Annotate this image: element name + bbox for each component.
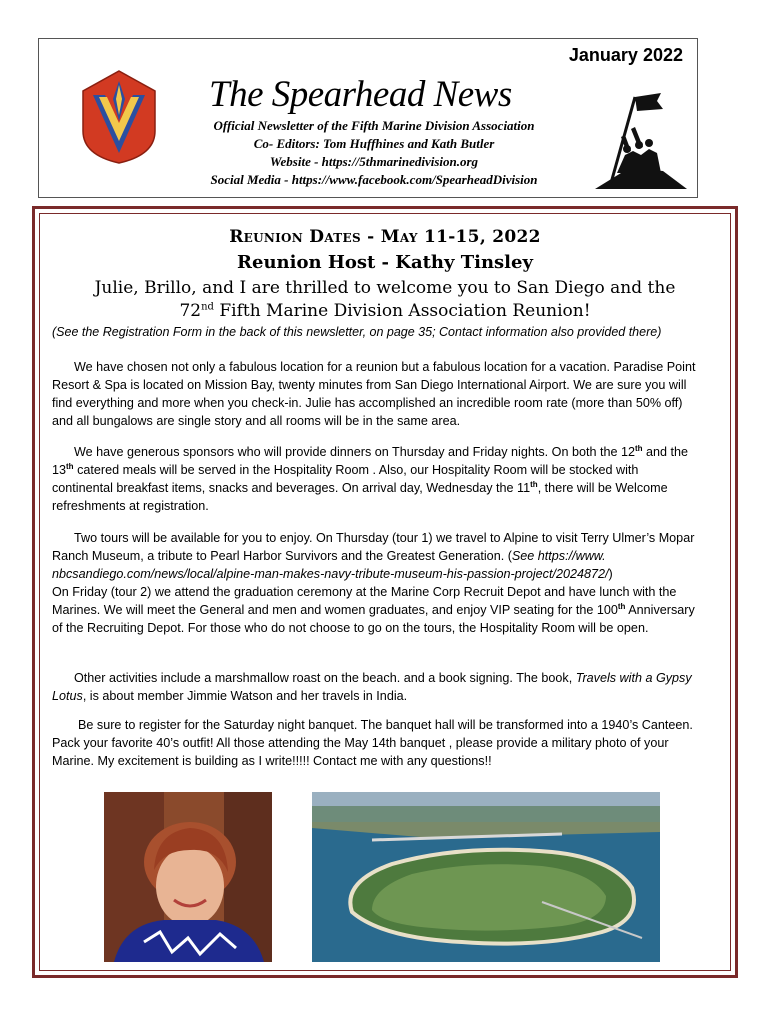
issue-date: January 2022: [568, 45, 683, 65]
ordinal-suffix: th: [617, 601, 626, 611]
paragraph-location: [52, 358, 702, 430]
book-title: Travels with a Gypsy Lotus: [52, 671, 692, 703]
paragraph-tours-text: Anniversary of the Recruiting Depot. For those who do not choose to go on the tours, the Hospitality Room will be open.: [52, 603, 695, 635]
paragraph-banquet-text: Be sure to register for the Saturday night banquet. The banquet hall will be transformed into a 1940’s Canteen. Pack your favorite 40’s outfit! All those attending the May 14th banquet , please provide a military photo of your Marine. My excitement is building as I write!!!!! Contact me with any questions!!: [52, 718, 693, 768]
ordinal-suffix: th: [530, 479, 538, 489]
masthead-editors: Co- Editors: Tom Huffhines and Kath Butler: [253, 136, 495, 151]
reunion-host-heading: Reunion Host - Kathy Tinsley: [237, 252, 533, 273]
ordinal-suffix: th: [634, 443, 643, 453]
welcome-heading-rest: Fifth Marine Division Association Reunion!: [213, 301, 591, 321]
welcome-heading-line2: [0, 301, 770, 321]
paragraph-tours-text: Two tours will be available for you to enjoy. On Thursday (tour 1) we travel to Alpine to visit Terry Ulmer’s Mopar Ranch Museum, a tribute to Pearl Harbor Survivors and the Greatest Generation. (: [52, 531, 695, 563]
masthead-social-media: Social Media - https://www.facebook.com/SpearheadDivision: [210, 172, 538, 187]
registration-note: (See the Registration Form in the back of this newsletter, on page 35; Contact information also provided there): [52, 325, 662, 339]
paragraph-activities-text: Other activities include a marshmallow roast on the beach. and a book signing. The book,: [74, 671, 576, 685]
paragraph-tours-text: ): [608, 567, 613, 581]
museum-link[interactable]: See https://www. nbcsandiego.com/news/local/alpine-man-makes-navy-tribute-museum-his-passion-project/2024872/: [52, 549, 609, 581]
ordinal-suffix: nd: [201, 301, 214, 313]
paragraph-sponsors-text: We have generous sponsors who will provide dinners on Thursday and Friday nights. On both the 12: [74, 445, 635, 459]
paragraph-sponsors-text: and the 13: [52, 445, 689, 477]
paragraph-tours-text: On Friday (tour 2) we attend the graduation ceremony at the Marine Corp Recruit Depot and have lunch with the Marines. We will meet the General and men and women graduates, and enjoy VIP seating for the 100: [52, 585, 677, 617]
paragraph-banquet: [52, 716, 702, 770]
host-portrait-photo: [104, 792, 272, 962]
paragraph-activities: [52, 669, 702, 705]
ordinal-suffix: th: [66, 461, 74, 471]
paragraph-tours: [52, 529, 702, 637]
paragraph-sponsors: [52, 443, 702, 515]
reunion-dates-heading: Reunion Dates - May 11-15, 2022: [229, 227, 541, 247]
welcome-heading-line1: Julie, Brillo, and I are thrilled to welcome you to San Diego and the: [94, 278, 676, 298]
paradise-point-aerial-photo: [312, 792, 660, 962]
paragraph-sponsors-text: , there will be Welcome refreshments at registration.: [52, 481, 668, 513]
masthead: [38, 38, 698, 198]
newsletter-title: The Spearhead News: [209, 74, 512, 115]
reunion-number: 72: [179, 301, 202, 321]
masthead-subtitle: Official Newsletter of the Fifth Marine Division Association: [213, 118, 535, 133]
paragraph-location-text: We have chosen not only a fabulous location for a reunion but a fabulous location for a vacation. Paradise Point Resort & Spa is located on Mission Bay, twenty minutes from San Diego International Airport. We are sure you will find everything and more when you check-in. Julie has accomplished an incredible room rate (more than 50% off) and all bungalows are single story and all rooms will be in the same area.: [52, 360, 696, 428]
iwo-jima-flag-raising-icon: [591, 89, 691, 193]
masthead-website: Website - https://5thmarinedivision.org: [269, 154, 479, 169]
fifth-marine-division-insignia-icon: [79, 69, 159, 165]
paragraph-activities-text: , is about member Jimmie Watson and her travels in India.: [82, 689, 408, 703]
paragraph-sponsors-text: catered meals will be served in the Hospitality Room . Also, our Hospitality Room will be stocked with continental breakfast items, snacks and beverages. On arrival day, Wednesday the 11: [52, 463, 639, 495]
